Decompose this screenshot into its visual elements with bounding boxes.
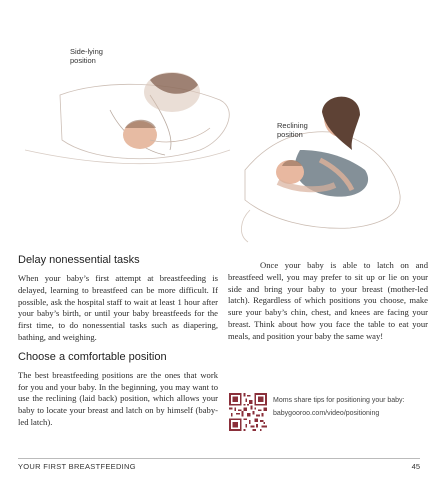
reclining-illustration xyxy=(241,97,400,242)
qr-code-icon[interactable] xyxy=(229,393,267,431)
reclining-caption: Reclining position xyxy=(277,121,308,139)
qr-url-link[interactable]: babygooroo.com/video/positioning xyxy=(273,410,380,417)
qr-callout-text xyxy=(273,396,433,418)
paragraph-delay-tasks: When your baby’s first attempt at breastfeeding is delayed, learning to breastfeed can be more difficult. If possible, ask the hospital staff to wait at least 1 hour after your baby’s birth, or until your baby breastfeeds for the first time, to do nonessential tasks such as diapering, bathing, and weighing. xyxy=(18,273,218,342)
paragraph-comfortable-position: The best breastfeeding positions are the ones that work for you and your baby. In the beginning, you may want to use the reclining (laid back) position, which allows your baby to locate your breast and latch on by himself (baby-led latch). xyxy=(18,369,218,427)
footer-divider xyxy=(18,458,420,459)
heading-comfortable-position: Choose a comfortable position xyxy=(18,350,167,363)
footer-section-title: YOUR FIRST BREASTFEEDING xyxy=(18,462,136,471)
illustration-area xyxy=(0,0,438,245)
paragraph-latch-positions: Once your baby is able to latch on and breastfeed well, you may prefer to sit up or lie on your side and bring your baby to your breast (mother-led latch). Regardless of which positions you choose, make sure your baby’s chin, chest, and knees are facing your breast. Think about how you face the table to eat your meals, and position your baby the same way! xyxy=(228,260,428,341)
left-column xyxy=(18,254,218,429)
right-column xyxy=(228,260,428,343)
heading-delay-tasks: Delay nonessential tasks xyxy=(18,254,140,266)
qr-description: Moms share tips for positioning your baby: xyxy=(273,397,405,404)
page-number: 45 xyxy=(411,462,420,471)
side-lying-illustration xyxy=(25,72,230,164)
breastfeeding-positions-illustration xyxy=(0,0,438,245)
side-lying-caption: Side-lying position xyxy=(70,47,103,65)
qr-code-callout xyxy=(229,393,429,433)
